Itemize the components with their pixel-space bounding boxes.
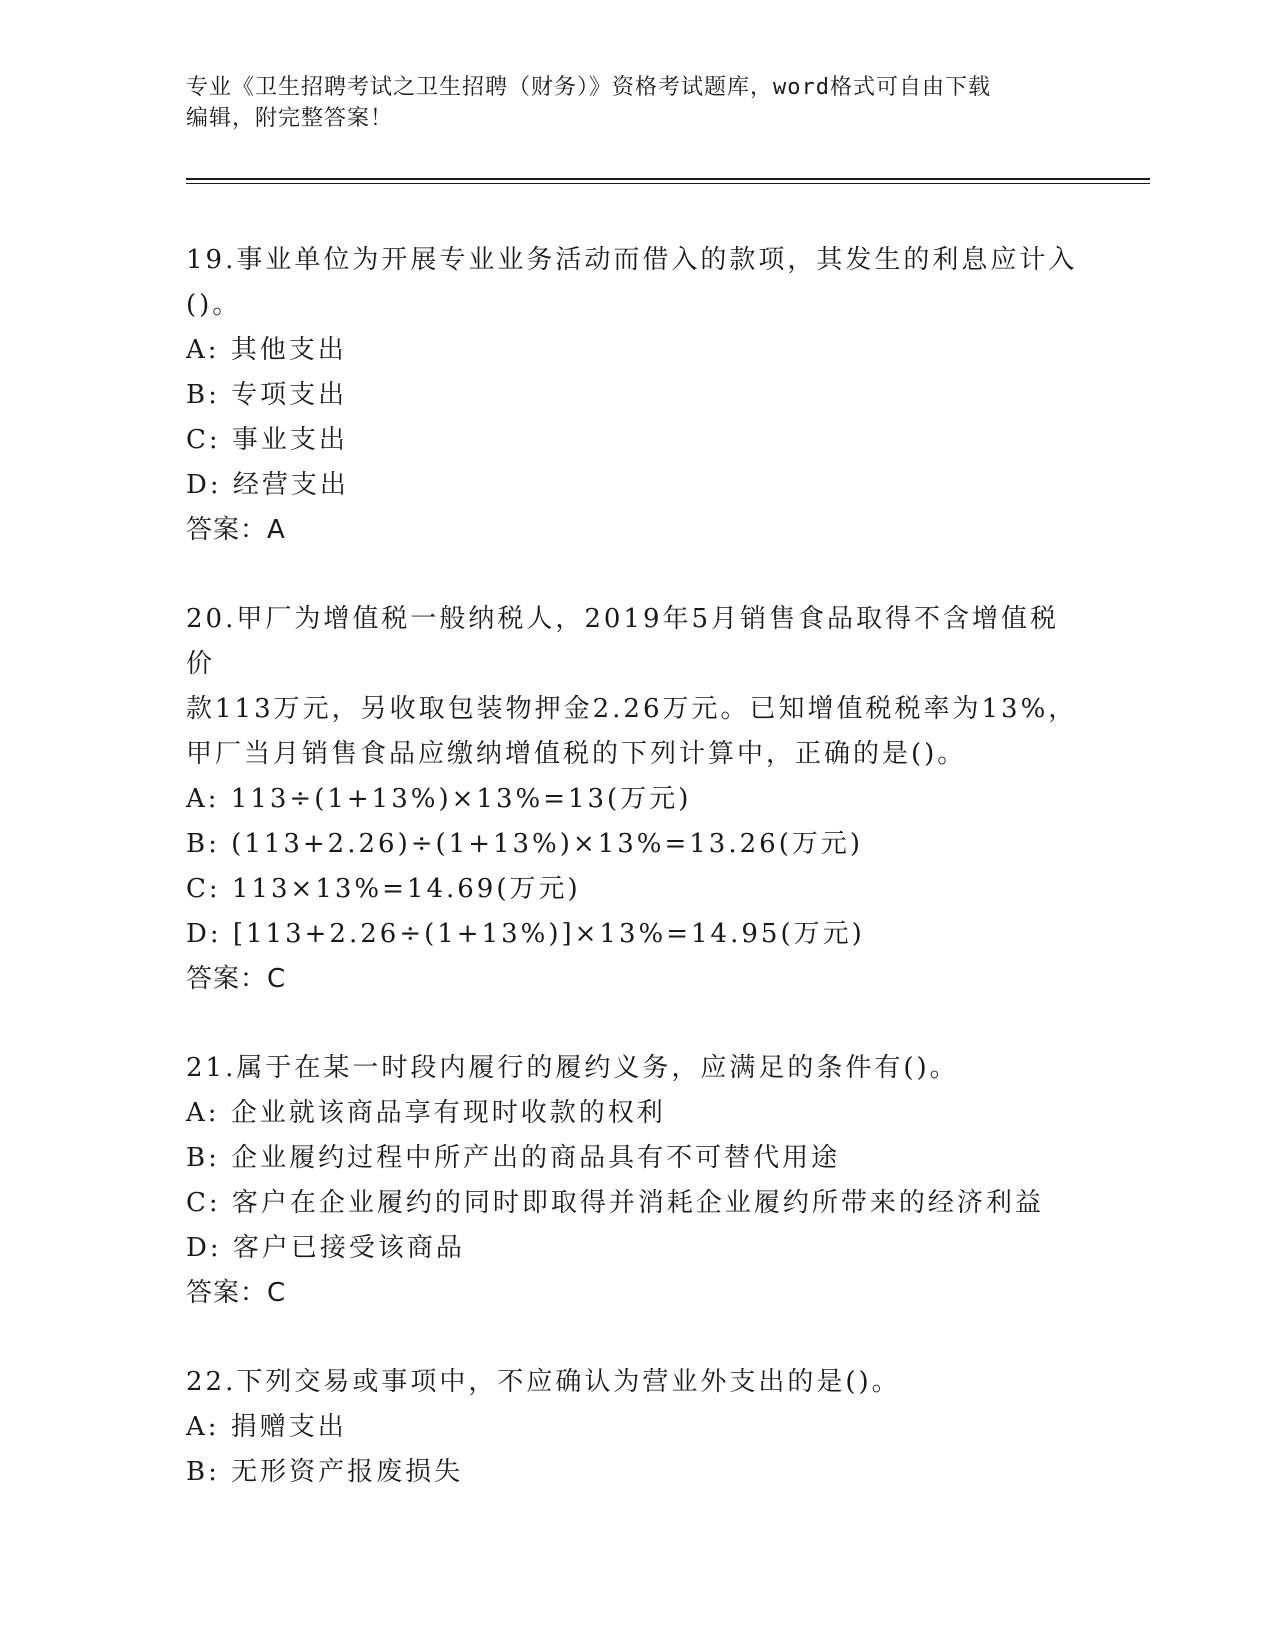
- question-stem-line: 款113万元，另收取包装物押金2.26万元。已知增值税税率为13%，: [186, 694, 1078, 724]
- option-a: A: 其他支出: [186, 335, 347, 365]
- question-20: [186, 597, 1086, 1002]
- question-stem-line: 22.下列交易或事项中，不应确认为营业外支出的是()。: [186, 1367, 901, 1397]
- question-stem-line: 20.甲厂为增值税一般纳税人，2019年5月销售食品取得不含增值税价: [186, 604, 1060, 679]
- option-b: B: 专项支出: [186, 380, 348, 410]
- option-a: A: 企业就该商品享有现时收款的权利: [186, 1098, 666, 1128]
- answer-label: 答案：C: [186, 1278, 287, 1308]
- question-19: [186, 238, 1086, 553]
- option-a: A: 113÷(1+13%)×13%=13(万元): [186, 784, 692, 814]
- question-21: [186, 1046, 1086, 1316]
- question-stem-line: 19.事业单位为开展专业业务活动而借入的款项，其发生的利息应计入: [186, 245, 1078, 275]
- question-22: [186, 1360, 1086, 1495]
- question-stem-line: 甲厂当月销售食品应缴纳增值税的下列计算中，正确的是()。: [186, 739, 967, 769]
- question-list: [186, 238, 1086, 1539]
- header-divider-thick: [186, 178, 1150, 180]
- question-stem-line: ()。: [186, 290, 242, 320]
- option-b: B: 无形资产报废损失: [186, 1457, 464, 1487]
- option-b: B: (113+2.26)÷(1+13%)×13%=13.26(万元): [186, 829, 863, 859]
- option-b: B: 企业履约过程中所产出的商品具有不可替代用途: [186, 1143, 841, 1173]
- option-d: D: [113+2.26÷(1+13%)]×13%=14.95(万元): [186, 919, 865, 949]
- option-c: C: 113×13%=14.69(万元): [186, 874, 581, 904]
- option-d: D: 客户已接受该商品: [186, 1233, 465, 1263]
- answer-label: 答案：C: [186, 964, 287, 994]
- option-a: A: 捐赠支出: [186, 1412, 347, 1442]
- document-header: [186, 72, 1066, 134]
- header-divider-thin: [186, 183, 1150, 184]
- answer-label: 答案：A: [186, 515, 286, 545]
- option-d: D: 经营支出: [186, 470, 349, 500]
- option-c: C: 客户在企业履约的同时即取得并消耗企业履约所带来的经济利益: [186, 1188, 1044, 1218]
- option-c: C: 事业支出: [186, 425, 348, 455]
- question-stem-line: 21.属于在某一时段内履行的履约义务，应满足的条件有()。: [186, 1053, 959, 1083]
- header-line-1: 专业《卫生招聘考试之卫生招聘（财务）》资格考试题库，word格式可自由下载: [186, 75, 991, 100]
- header-line-2: 编辑，附完整答案！: [186, 106, 394, 131]
